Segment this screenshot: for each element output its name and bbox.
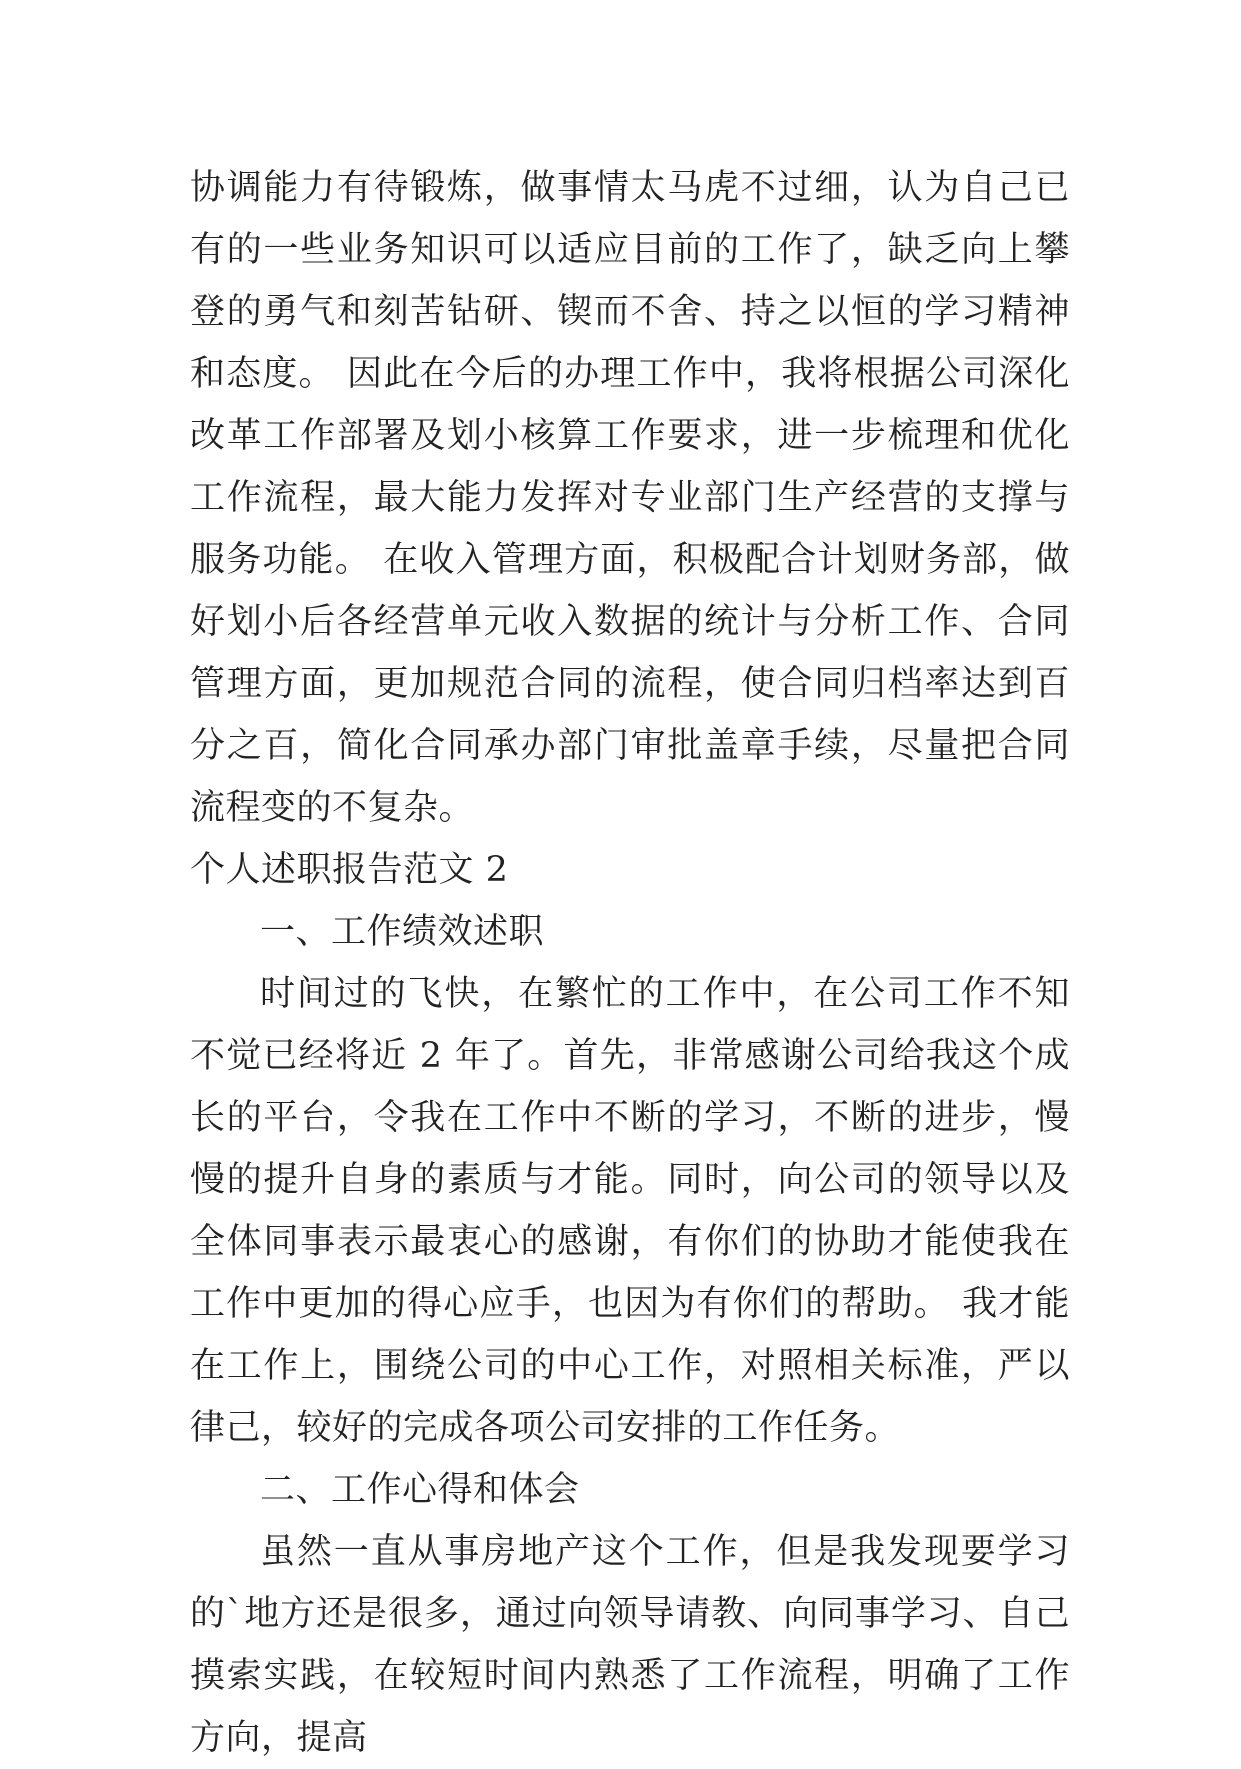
report-title: 个人述职报告范文 2 (190, 850, 509, 890)
section-heading-performance: 一、工作绩效述职 (260, 912, 545, 952)
document-body (190, 157, 1070, 1769)
section-heading-experience: 二、工作心得和体会 (260, 1470, 580, 1510)
paragraph-performance: 时间过的飞快，在繁忙的工作中，在公司工作不知不觉已经将近 2 年了。首先，非常感谢公司给我这个成长的平台，令我在工作中不断的学习，不断的进步，慢慢的提升自身的素质与才能。同时，向公司的领导以及全体同事表示最衷心的感谢，有你们的协助才能使我在工作中更加的得心应手，也因为有你们的帮助。 我才能在工作上，围绕公司的中心工作，对照相关标准，严以律己，较好的完成各项公司安排的工作任务。 (190, 974, 1070, 1448)
paragraph-continuation: 协调能力有待锻炼，做事情太马虎不过细，认为自己已有的一些业务知识可以适应目前的工作了，缺乏向上攀登的勇气和刻苦钻研、锲而不舍、持之以恒的学习精神和态度。 因此在今后的办理工作中，我将根据公司深化改革工作部署及划小核算工作要求，进一步梳理和优化工作流程，最大能力发挥对专业部门生产经营的支撑与服务功能。 在收入管理方面，积极配合计划财务部，做好划小后各经营单元收入数据的统计与分析工作、合同管理方面，更加规范合同的流程，使合同归档率达到百分之百，简化合同承办部门审批盖章手续，尽量把合同流程变的不复杂。 (190, 168, 1070, 828)
paragraph-experience: 虽然一直从事房地产这个工作，但是我发现要学习的`地方还是很多，通过向领导请教、向同事学习、自己摸索实践，在较短时间内熟悉了工作流程，明确了工作方向，提高 (190, 1532, 1070, 1758)
